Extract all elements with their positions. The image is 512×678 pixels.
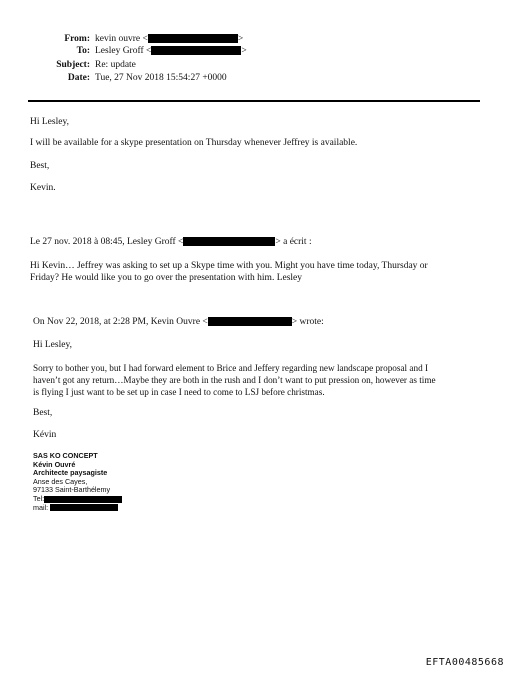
reply-name: Kevin. [30,183,56,193]
to-label: To: [76,46,90,56]
quote2-line3: is flying I just want to be set up in case I need to come to LSJ before christmas. [33,387,325,397]
quote2-line1: Sorry to bother you, but I had forward element to Brice and Jeffery regarding new landscape proposal and I [33,363,429,373]
subject-label: Subject: [56,60,90,70]
signature-address2: 97133 Saint-Barthélemy [33,485,111,495]
quote1-intro [30,237,312,249]
from-value [95,34,243,44]
redaction-bar [50,504,118,511]
reply-greeting: Hi Lesley, [30,117,69,127]
redaction-bar [183,237,275,246]
to-name: Lesley Groff < [95,46,152,56]
quote2-intro-suffix: > wrote: [291,317,324,327]
redaction-bar [44,496,122,503]
signature-tel-label: Tel: [33,493,45,503]
signature-address1: Anse des Cayes, [33,476,88,486]
to-value [95,46,247,56]
redaction-bar [208,317,292,326]
quote1-intro-suffix: > a écrit : [275,237,312,247]
signature-person: Kévin Ouvré [33,459,76,469]
signature-company: SAS KO CONCEPT [33,451,98,460]
date-value: Tue, 27 Nov 2018 15:54:27 +0000 [95,73,227,83]
header-divider [28,100,480,102]
subject-value: Re: update [95,60,136,70]
redaction-bar [151,46,241,55]
quote1-line1: Hi Kevin… Jeffrey was asking to set up a Skype time with you. Might you have time today, Thursday or [30,261,428,271]
reply-body: I will be available for a skype presentation on Thursday whenever Jeffrey is available. [30,138,358,148]
quote2-name: Kévin [33,430,57,440]
reply-closing: Best, [30,161,50,171]
quote2-greeting: Hi Lesley, [33,340,72,350]
from-name: kevin ouvre < [95,34,148,44]
close-bracket: > [241,46,247,56]
date-label: Date: [67,73,90,83]
signature-block [33,452,122,512]
signature-title: Architecte paysagiste [33,468,108,478]
quote2-line2: haven’t got any return…Maybe they are both in the rush and I don’t want to put pression on, however as time [33,375,436,385]
signature-mail-label: mail: [33,502,49,512]
quote2-intro [33,317,324,329]
quote2-intro-prefix: On Nov 22, 2018, at 2:28 PM, Kevin Ouvre < [33,317,208,327]
from-label: From: [64,34,90,44]
signature-mail [33,504,122,513]
close-bracket: > [237,34,244,44]
redaction-bar [148,34,238,43]
quote1-line2: Friday? He would like you to go over the presentation with him. Lesley [30,273,303,283]
quote1-intro-prefix: Le 27 nov. 2018 à 08:45, Lesley Groff < [30,237,184,247]
quote2-closing: Best, [33,408,53,418]
document-id: EFTA00485668 [425,657,504,668]
